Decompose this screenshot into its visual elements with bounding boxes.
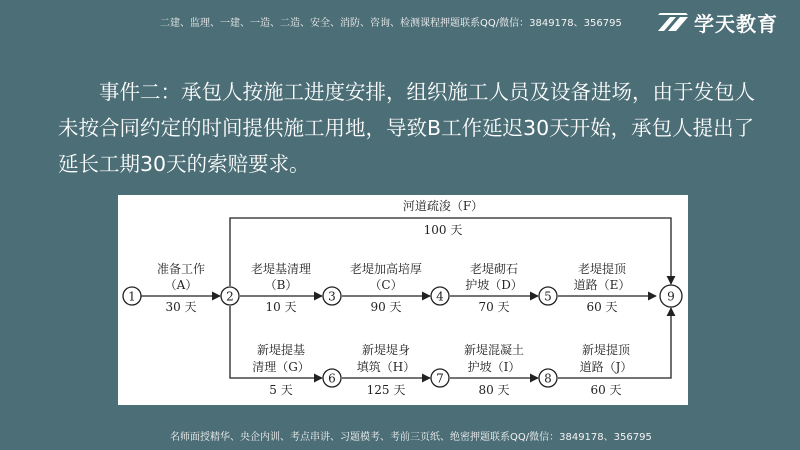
activity-G-name1: 新堤提基 bbox=[256, 343, 306, 357]
activity-G-duration: 5 天 bbox=[269, 383, 293, 397]
node-7-label: 7 bbox=[436, 371, 444, 386]
activity-A-name: 准备工作 bbox=[156, 262, 206, 276]
activity-I-duration: 80 天 bbox=[478, 383, 510, 397]
activity-E-name1: 老堤提顶 bbox=[577, 262, 627, 276]
network-diagram-svg bbox=[118, 195, 688, 405]
logo bbox=[656, 8, 778, 37]
node-6 bbox=[323, 369, 341, 387]
node-9-label: 9 bbox=[667, 289, 675, 304]
node-6-label: 6 bbox=[328, 371, 336, 386]
node-2-label: 2 bbox=[226, 289, 234, 304]
activity-C-name: 老堤加高培厚 bbox=[349, 262, 423, 276]
node-1 bbox=[123, 287, 141, 305]
activity-J-duration: 60 天 bbox=[590, 383, 622, 397]
activity-B-code: （B） bbox=[264, 278, 298, 292]
activity-C-duration: 90 天 bbox=[370, 300, 402, 314]
activity-D-name1: 老堤砌石 bbox=[469, 262, 519, 276]
activity-H-name2: 填筑（H） bbox=[356, 360, 416, 374]
activity-G-name2: 清理（G） bbox=[252, 360, 310, 374]
activity-C-code: （C） bbox=[369, 278, 403, 292]
activity-F-name: 河道疏浚（F） bbox=[402, 199, 484, 213]
activity-I-name2: 护坡（I） bbox=[467, 360, 521, 374]
node-7 bbox=[431, 369, 449, 387]
activity-J-name2: 道路（J） bbox=[579, 360, 633, 374]
event-description: 事件二：承包人按施工进度安排，组织施工人员及设备进场，由于发包人未按合同约定的时间提供施工用地，导致B工作延迟30天开始，承包人提出了延长工期30天的索赔要求。 bbox=[58, 80, 755, 176]
activity-D-name2: 护坡（D） bbox=[465, 278, 523, 292]
logo-text: 学天教育 bbox=[694, 12, 778, 36]
activity-J-name1: 新堤提顶 bbox=[581, 343, 631, 357]
activity-F-duration: 100 天 bbox=[423, 223, 463, 237]
node-4 bbox=[431, 287, 449, 305]
activity-E-duration: 60 天 bbox=[586, 300, 618, 314]
activity-A-code: （A） bbox=[164, 278, 198, 292]
node-9 bbox=[660, 285, 682, 307]
node-8 bbox=[539, 369, 557, 387]
node-3-label: 3 bbox=[328, 289, 336, 304]
activity-I-name1: 新堤混凝土 bbox=[463, 343, 525, 357]
node-5-label: 5 bbox=[544, 289, 552, 304]
header-notice: 二建、监理、一建、一造、二造、安全、消防、咨询、检测课程押题联系QQ/微信：3849178、356795 bbox=[160, 18, 622, 29]
logo-mark-icon bbox=[656, 11, 690, 35]
network-diagram bbox=[118, 195, 688, 405]
node-1-label: 1 bbox=[128, 289, 136, 304]
activity-B-name: 老堤基清理 bbox=[250, 262, 312, 276]
node-8-label: 8 bbox=[544, 371, 552, 386]
node-4-label: 4 bbox=[436, 289, 444, 304]
activity-B-duration: 10 天 bbox=[265, 300, 297, 314]
node-2 bbox=[221, 287, 239, 305]
node-5 bbox=[539, 287, 557, 305]
footer-notice: 名师面授精华、央企内训、考点串讲、习题模考、考前三页纸、绝密押题联系QQ/微信：3849178、356795 bbox=[170, 432, 652, 443]
activity-E-name2: 道路（E） bbox=[573, 278, 631, 292]
node-3 bbox=[323, 287, 341, 305]
activity-D-duration: 70 天 bbox=[478, 300, 510, 314]
activity-H-name1: 新堤堤身 bbox=[361, 343, 411, 357]
activity-H-duration: 125 天 bbox=[366, 383, 406, 397]
activity-A-duration: 30 天 bbox=[165, 300, 197, 314]
